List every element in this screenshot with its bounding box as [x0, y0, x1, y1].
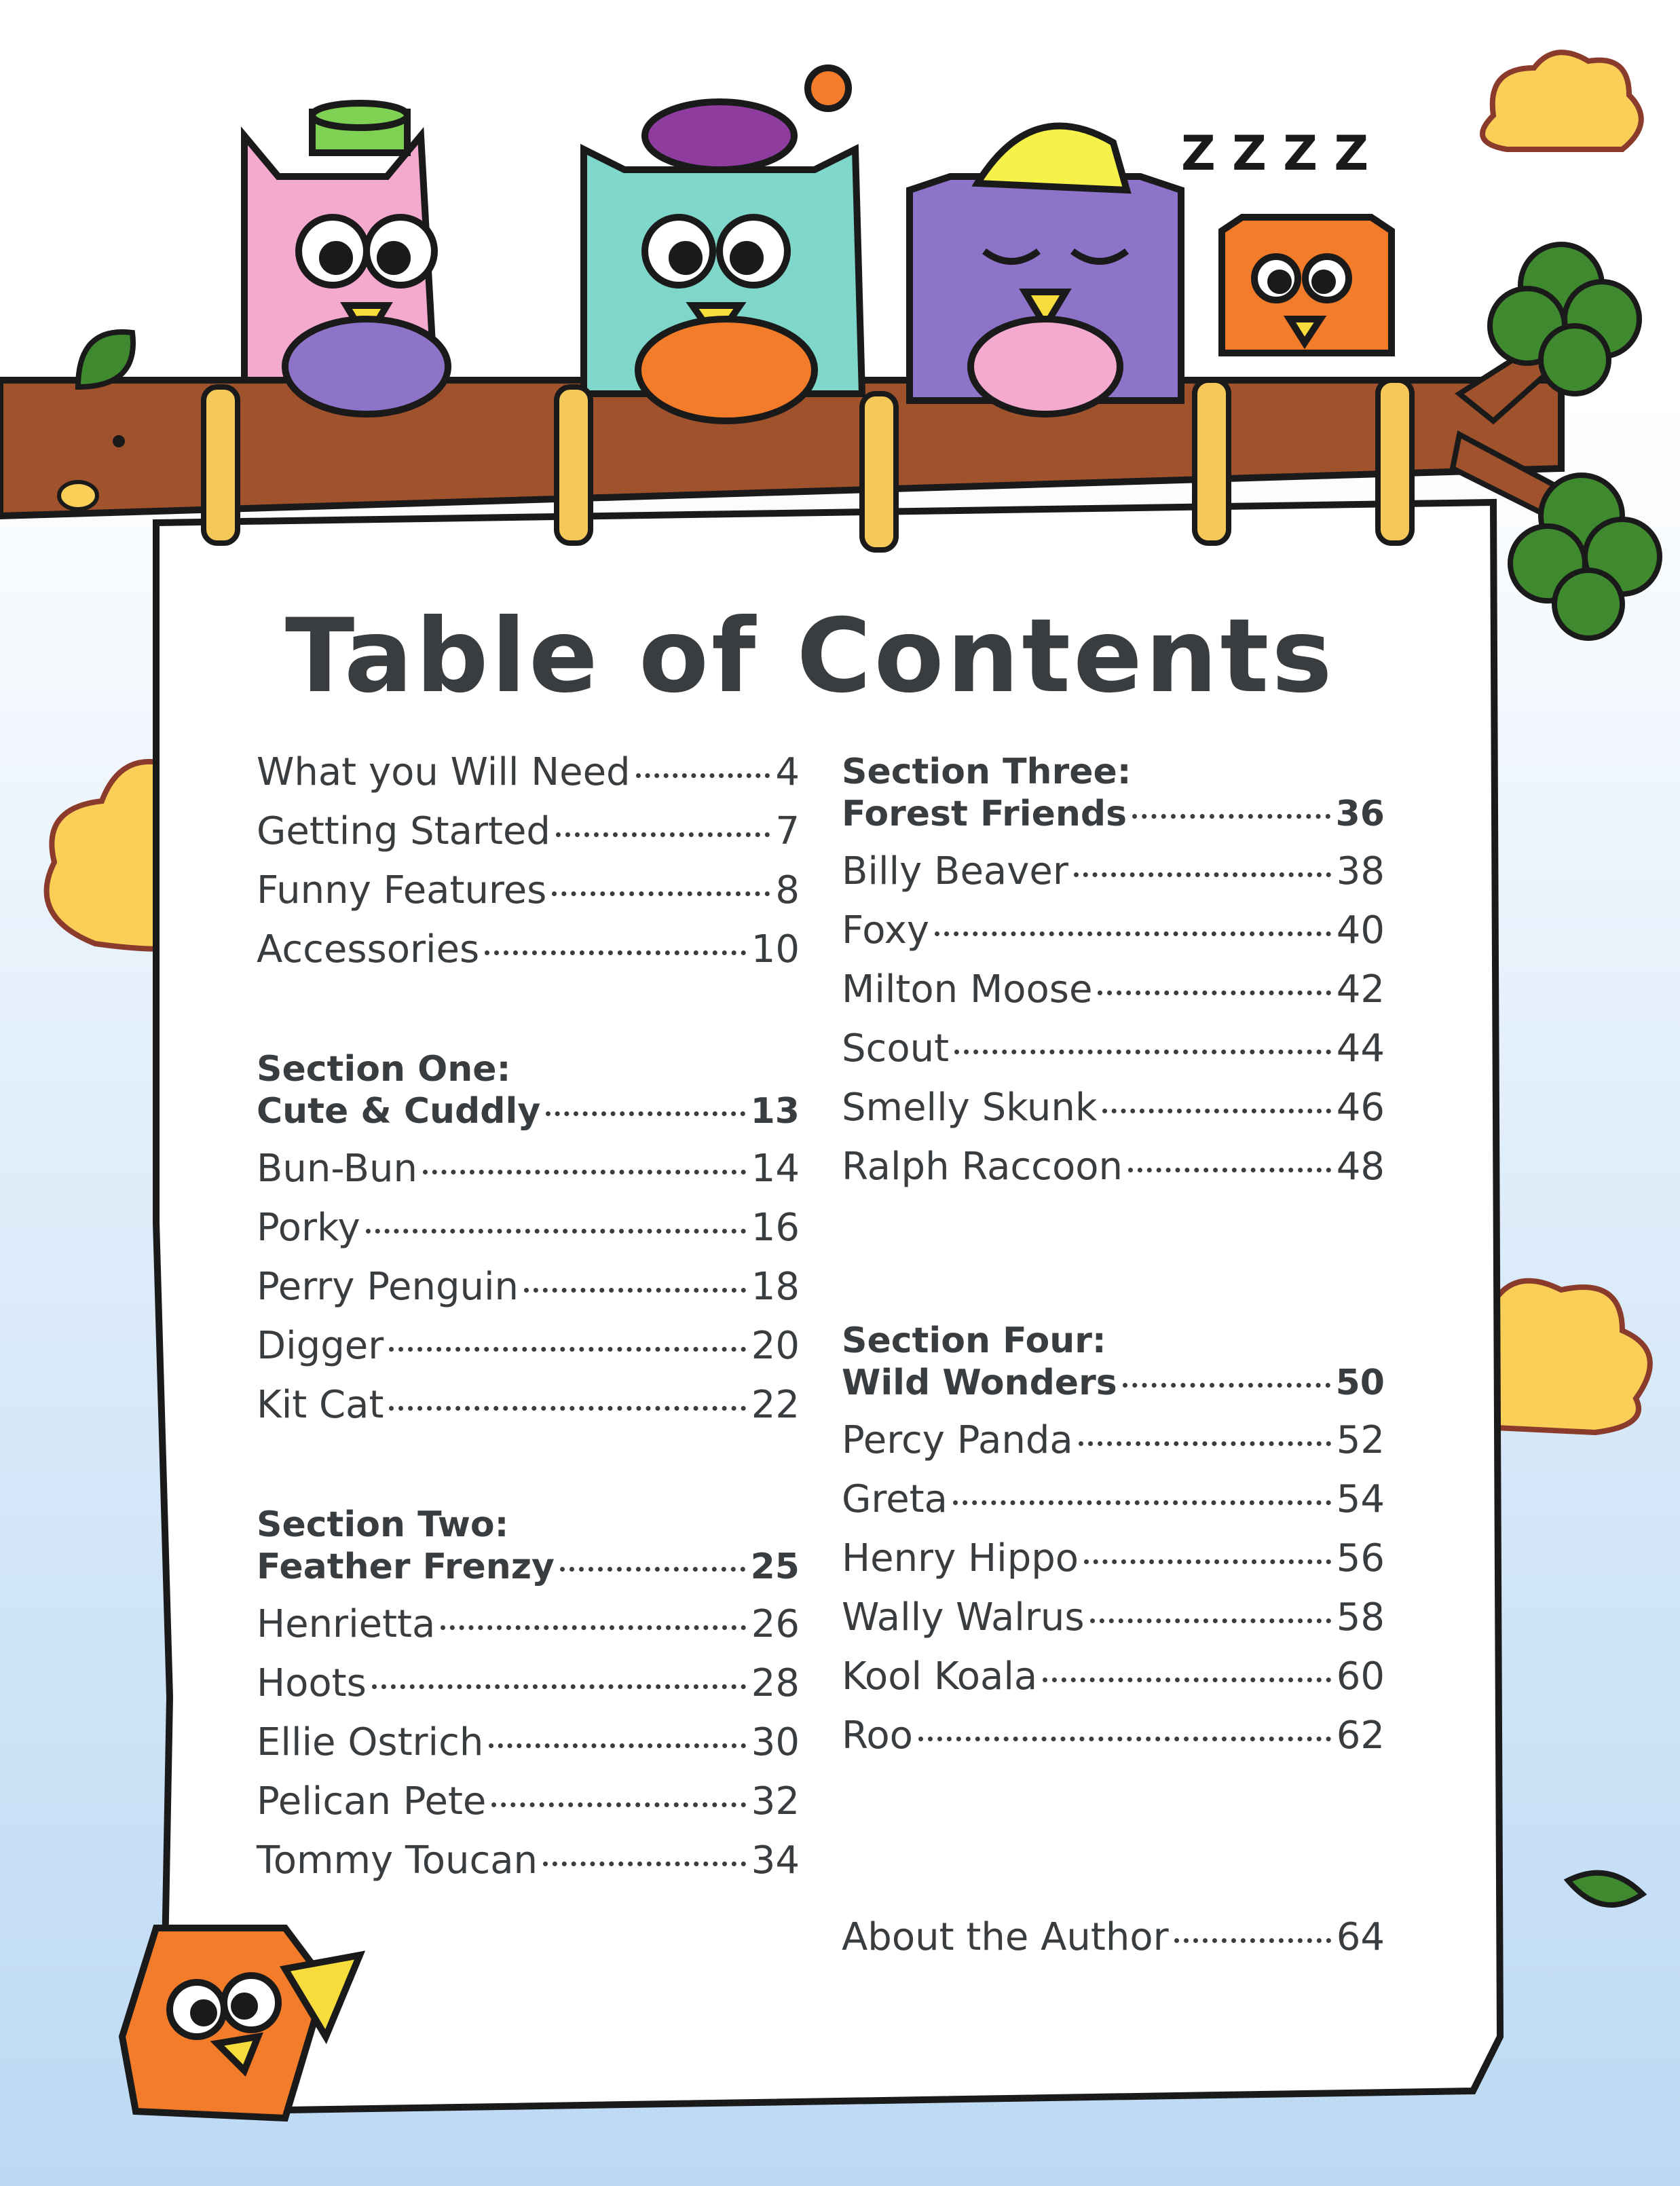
toc-entry-name: Foxy — [842, 908, 930, 952]
toc-page-number: 46 — [1336, 1086, 1385, 1130]
toc-entry-name: Forest Friends — [842, 794, 1127, 834]
toc-entry-name: Billy Beaver — [842, 849, 1068, 893]
dot-leader — [1174, 1938, 1331, 1943]
toc-entry-row[interactable] — [842, 1536, 1385, 1595]
dot-leader — [485, 950, 746, 955]
toc-entry-name: What you Will Need — [257, 750, 631, 794]
toc-page-number: 32 — [751, 1779, 800, 1823]
toc-page-number: 64 — [1336, 1915, 1385, 1959]
toc-page-number: 36 — [1335, 794, 1385, 834]
dot-leader — [1102, 1109, 1330, 1113]
toc-entry-name: Hoots — [257, 1661, 367, 1705]
dot-leader — [954, 1050, 1331, 1054]
toc-section-row[interactable] — [257, 1546, 800, 1602]
toc-page-number: 48 — [1336, 1145, 1385, 1189]
toc-page-number: 30 — [751, 1720, 800, 1764]
toc-entry-name: Perry Penguin — [257, 1265, 519, 1309]
toc-page-number: 28 — [751, 1661, 800, 1705]
toc-entry-row[interactable] — [257, 927, 800, 986]
toc-entry-row[interactable] — [842, 1086, 1385, 1145]
dot-leader — [556, 832, 770, 837]
toc-page-number: 14 — [751, 1147, 800, 1191]
toc-entry-row[interactable] — [842, 1026, 1385, 1086]
toc-page-number: 60 — [1336, 1654, 1385, 1699]
dot-leader — [1132, 814, 1330, 819]
section-heading: Section Four: — [842, 1320, 1106, 1361]
toc-entry-row[interactable] — [842, 1418, 1385, 1477]
toc-entry-row[interactable] — [257, 868, 800, 927]
dot-leader — [1043, 1678, 1331, 1682]
toc-entry-name: Feather Frenzy — [257, 1546, 555, 1587]
toc-entry-name: Cute & Cuddly — [257, 1091, 541, 1132]
dot-leader — [1098, 990, 1330, 995]
cloud-top-right-icon — [1482, 52, 1641, 149]
purple-owl-icon — [910, 126, 1181, 415]
toc-left-column — [257, 750, 800, 1897]
toc-section-row[interactable] — [842, 1363, 1385, 1418]
toc-entry-name: Tommy Toucan — [257, 1838, 538, 1883]
toc-entry-name: Ellie Ostrich — [257, 1720, 484, 1764]
toc-page-number: 13 — [750, 1091, 800, 1132]
toc-page-number: 38 — [1336, 849, 1385, 893]
toc-entry-name: Ralph Raccoon — [842, 1145, 1123, 1189]
toc-entry-name: Accessories — [257, 927, 480, 971]
toc-entry-row[interactable] — [842, 967, 1385, 1026]
toc-section-row[interactable] — [842, 794, 1385, 849]
section-heading: Section Three: — [842, 752, 1132, 792]
toc-entry-name: Funny Features — [257, 868, 547, 912]
toc-page-number: 26 — [751, 1602, 800, 1646]
toc-entry-row[interactable] — [257, 809, 800, 868]
toc-entry-row[interactable] — [842, 1477, 1385, 1536]
toc-entry-name: Digger — [257, 1324, 384, 1368]
toc-entry-name: Milton Moose — [842, 967, 1093, 1012]
toc-page-number: 42 — [1336, 967, 1385, 1012]
toc-entry-row[interactable] — [842, 1915, 1385, 1974]
toc-page-number: 20 — [751, 1324, 800, 1368]
toc-entry-row[interactable] — [257, 1661, 800, 1720]
dot-leader — [1084, 1559, 1331, 1564]
toc-entry-name: Roo — [842, 1713, 913, 1758]
toc-entry-row[interactable] — [257, 1779, 800, 1838]
toc-entry-row[interactable] — [842, 1713, 1385, 1773]
toc-entry-row[interactable] — [257, 1147, 800, 1206]
dot-leader — [636, 773, 770, 778]
toc-entry-name: Porky — [257, 1206, 360, 1250]
toc-page-number: 40 — [1336, 908, 1385, 952]
dot-leader — [366, 1229, 746, 1234]
dot-leader — [935, 931, 1331, 936]
toc-entry-row[interactable] — [257, 1265, 800, 1324]
dot-leader — [1074, 872, 1331, 877]
toc-entry-row[interactable] — [842, 1145, 1385, 1204]
toc-entry-name: Henrietta — [257, 1602, 436, 1646]
dot-leader — [423, 1170, 746, 1174]
toc-entry-row[interactable] — [842, 849, 1385, 908]
dot-leader — [524, 1288, 746, 1293]
pink-owl-icon — [244, 103, 448, 414]
page-title: Table of Contents — [285, 597, 1335, 716]
dot-leader — [491, 1802, 745, 1807]
toc-entry-name: Wild Wonders — [842, 1363, 1117, 1403]
toc-entry-row[interactable] — [257, 1720, 800, 1779]
teal-owl-icon — [584, 68, 862, 421]
toc-entry-row[interactable] — [257, 1383, 800, 1442]
toc-entry-name: Henry Hippo — [842, 1536, 1079, 1580]
dot-leader — [1128, 1168, 1331, 1172]
toc-entry-name: About the Author — [842, 1915, 1169, 1959]
toc-page-number: 34 — [751, 1838, 800, 1883]
toc-page-number: 25 — [750, 1546, 800, 1587]
dot-leader — [389, 1406, 745, 1411]
toc-entry-name: Pelican Pete — [257, 1779, 487, 1823]
toc-entry-row[interactable] — [257, 1838, 800, 1897]
dot-leader — [441, 1625, 745, 1630]
toc-entry-name: Wally Walrus — [842, 1595, 1085, 1640]
dot-leader — [389, 1347, 745, 1352]
toc-entry-name: Getting Started — [257, 809, 550, 853]
toc-entry-name: Bun-Bun — [257, 1147, 418, 1191]
section-heading: Section Two: — [257, 1504, 509, 1545]
toc-page-number: 4 — [775, 750, 800, 794]
toc-entry-name: Smelly Skunk — [842, 1086, 1098, 1130]
toc-entry-row[interactable] — [842, 1654, 1385, 1713]
dot-leader — [1079, 1441, 1331, 1446]
dot-leader — [543, 1861, 746, 1866]
toc-page-number: 44 — [1336, 1026, 1385, 1071]
toc-entry-name: Percy Panda — [842, 1418, 1073, 1462]
toc-entry-row[interactable] — [842, 1595, 1385, 1654]
section-gap — [842, 1773, 1385, 1915]
toc-entry-name: Greta — [842, 1477, 948, 1521]
toc-page-number: 58 — [1336, 1595, 1385, 1640]
section-gap — [842, 1204, 1385, 1319]
toc-entry-row[interactable] — [257, 1602, 800, 1661]
toc-page-number: 62 — [1336, 1713, 1385, 1758]
toc-entry-name: Scout — [842, 1026, 950, 1071]
dot-leader — [560, 1567, 745, 1572]
toc-page-number: 50 — [1335, 1363, 1385, 1403]
section-heading: Section One: — [257, 1049, 511, 1090]
dot-leader — [546, 1111, 745, 1116]
toc-page-number: 18 — [751, 1265, 800, 1309]
toc-page-number: 16 — [751, 1206, 800, 1250]
leaf-falling-icon — [1568, 1873, 1643, 1905]
section-gap — [257, 986, 800, 1048]
toc-page-number: 10 — [751, 927, 800, 971]
dot-leader — [372, 1684, 746, 1689]
toc-page-number: 54 — [1336, 1477, 1385, 1521]
toc-section-row[interactable] — [257, 1091, 800, 1147]
dot-leader — [552, 891, 770, 896]
toc-page-number: 22 — [751, 1383, 800, 1427]
sleep-text: Z Z Z Z — [1181, 126, 1369, 181]
dot-leader — [953, 1500, 1331, 1505]
toc-entry-name: Kool Koala — [842, 1654, 1038, 1699]
section-gap — [257, 1442, 800, 1503]
toc-entry-row[interactable] — [257, 1324, 800, 1383]
dot-leader — [918, 1737, 1331, 1741]
dot-leader — [489, 1743, 745, 1748]
toc-page-number: 52 — [1336, 1418, 1385, 1462]
small-orange-owl-icon — [1222, 217, 1392, 353]
toc-entry-row[interactable] — [257, 1206, 800, 1265]
toc-right-column — [842, 750, 1385, 1974]
toc-page-number: 7 — [775, 809, 800, 853]
toc-entry-name: Kit Cat — [257, 1383, 384, 1427]
toc-entry-row[interactable] — [842, 908, 1385, 967]
toc-page-number: 8 — [775, 868, 800, 912]
toc-entry-row[interactable] — [257, 750, 800, 809]
dot-leader — [1090, 1618, 1331, 1623]
toc-page-number: 56 — [1336, 1536, 1385, 1580]
dot-leader — [1123, 1383, 1330, 1388]
